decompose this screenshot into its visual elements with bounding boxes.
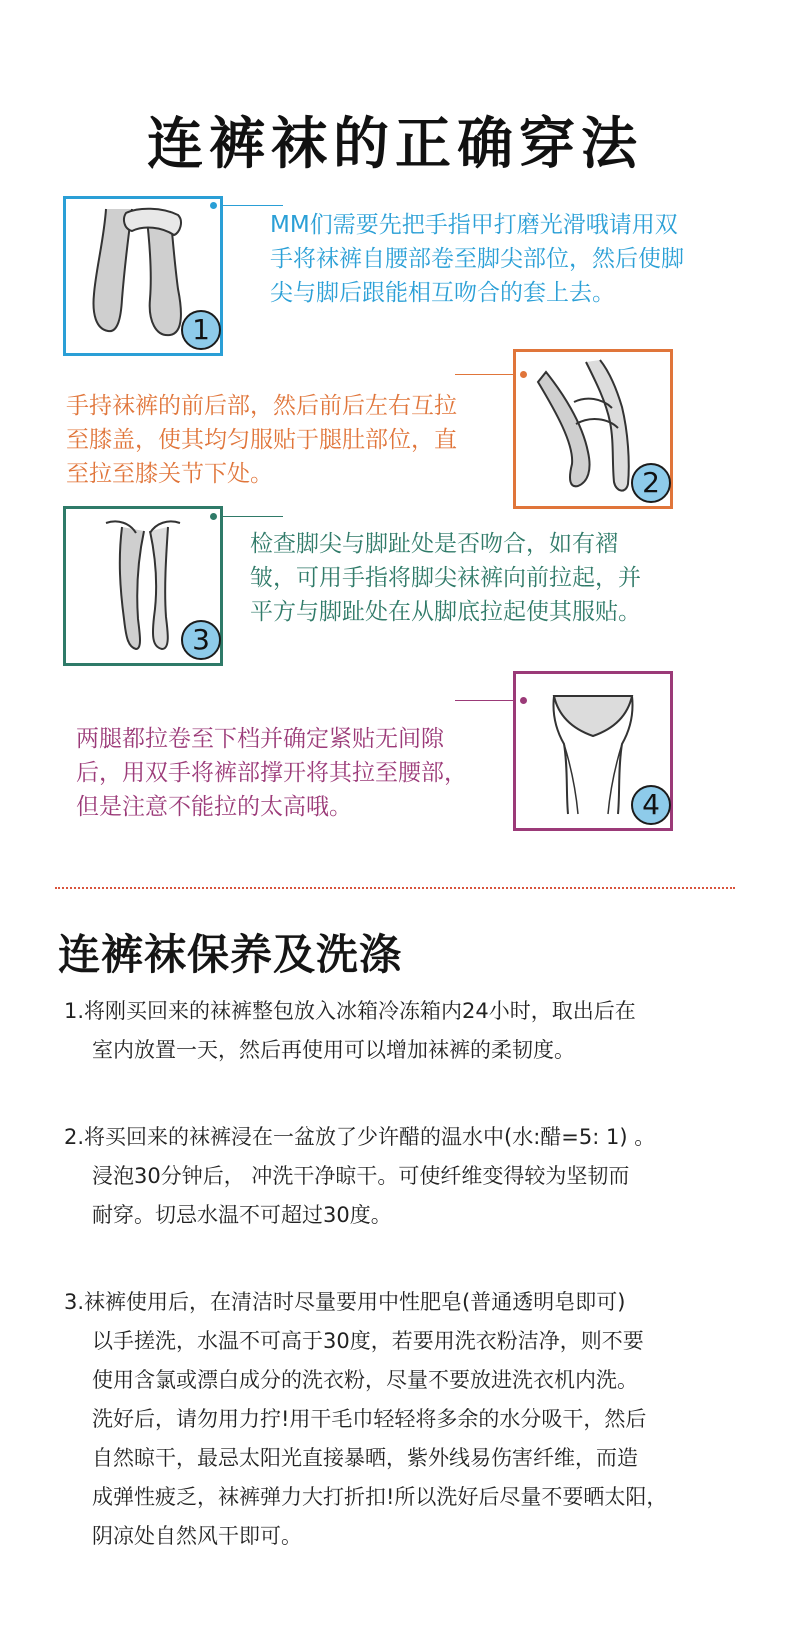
care-item-line: 耐穿。切忌水温不可超过30度。 xyxy=(92,1203,392,1227)
care-item-line: 浸泡30分钟后， 冲洗干净晾干。可使纤维变得较为坚韧而 xyxy=(92,1164,630,1188)
care-item-line: 1.将刚买回来的袜裤整包放入冰箱冷冻箱内24小时，取出后在 xyxy=(64,999,636,1023)
care-item-line: 室内放置一天，然后再使用可以增加袜裤的柔韧度。 xyxy=(92,1038,575,1062)
step-1-dot xyxy=(210,202,217,209)
step-2-illustration xyxy=(513,349,673,509)
step-4-dot xyxy=(520,697,527,704)
care-item-2 xyxy=(64,1118,770,1235)
step-3-text: 检查脚尖与脚趾处是否吻合，如有褶皱，可用手指将脚尖袜裤向前拉起，并平方与脚趾处在从脚底拉起使其服贴。 xyxy=(250,531,641,625)
step-4-badge: 4 xyxy=(631,785,671,825)
page-title: 连裤袜的正确穿法 xyxy=(147,112,643,177)
step-4-illustration xyxy=(513,671,673,831)
step-4-text: 两腿都拉卷至下档并确定紧贴无间隙后，用双手将裤部撑开将其拉至腰部，但是注意不能拉的太高哦。 xyxy=(76,726,467,820)
section-divider xyxy=(55,887,735,889)
step-1-text: MM们需要先把手指甲打磨光滑哦请用双手将袜裤自腰部卷至脚尖部位，然后使脚尖与脚后跟能相互吻合的套上去。 xyxy=(270,212,684,306)
care-item-line: 自然晾干，最忌太阳光直接暴晒，紫外线易伤害纤维，而造 xyxy=(92,1446,638,1470)
care-item-line: 3.袜裤使用后，在清洁时尽量要用中性肥皂(普通透明皂即可) xyxy=(64,1290,626,1314)
step-4-connector xyxy=(455,700,513,701)
step-3-connector xyxy=(223,516,283,517)
step-3-illustration xyxy=(63,506,223,666)
care-item-line: 以手搓洗，水温不可高于30度，若要用洗衣粉洁净，则不要 xyxy=(92,1329,644,1353)
step-2-badge: 2 xyxy=(631,463,671,503)
care-item-line: 成弹性疲乏，袜裤弹力大打折扣!所以洗好后尽量不要晒太阳， xyxy=(92,1485,668,1509)
step-2-dot xyxy=(520,371,527,378)
care-section-title: 连裤袜保养及洗涤 xyxy=(58,930,403,979)
step-3-dot xyxy=(210,513,217,520)
care-item-line: 洗好后，请勿用力拧!用干毛巾轻轻将多余的水分吸干，然后 xyxy=(92,1407,647,1431)
step-1-illustration xyxy=(63,196,223,356)
step-1-badge: 1 xyxy=(181,310,221,350)
step-2-text: 手持袜裤的前后部，然后前后左右互拉至膝盖，使其均匀服贴于腿肚部位，直至拉至膝关节下处。 xyxy=(66,393,457,487)
care-item-3 xyxy=(64,1283,770,1556)
care-item-line: 2.将买回来的袜裤浸在一盆放了少许醋的温水中(水:醋=5: 1) 。 xyxy=(64,1125,656,1149)
care-item-1 xyxy=(64,992,770,1070)
step-2-connector xyxy=(455,374,513,375)
care-item-line: 阴凉处自然风干即可。 xyxy=(92,1524,302,1548)
care-item-line: 使用含氯或漂白成分的洗衣粉，尽量不要放进洗衣机内洗。 xyxy=(92,1368,638,1392)
step-1-connector xyxy=(223,205,283,206)
step-3-badge: 3 xyxy=(181,620,221,660)
